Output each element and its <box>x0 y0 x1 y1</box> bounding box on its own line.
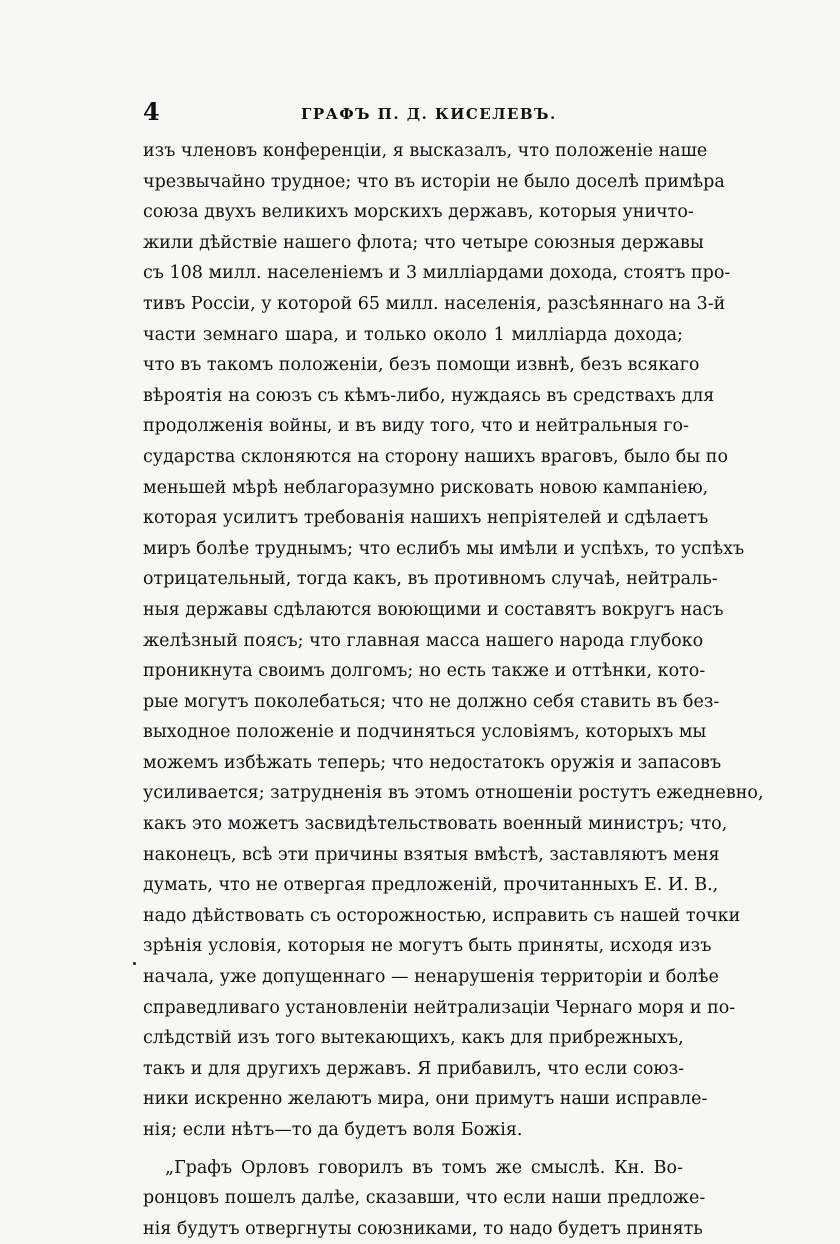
text-line: миръ болѣе труднымъ; что еслибъ мы имѣли и успѣхъ, то успѣхъ <box>143 538 745 559</box>
text-line: съ 108 милл. населеніемъ и 3 миллiардами дохода, стоятъ про- <box>143 263 731 284</box>
text-line: сударства склоняются на сторону нашихъ враговъ, было бы по <box>143 446 729 467</box>
text-line: ронцовъ пошелъ далѣе, сказавши, что если наши предложе- <box>143 1188 706 1209</box>
text-line: „Графъ Орловъ говорилъ въ томъ же смыслѣ. Кн. Во- <box>165 1157 683 1178</box>
text-line: такъ и для другихъ державъ. Я прибавилъ, что если союз- <box>143 1058 685 1079</box>
text-line: начала, уже допущеннаго — ненарушенія территоріи и болѣе <box>143 967 719 988</box>
paragraph <box>143 1153 706 1244</box>
text-line: какъ это можетъ засвидѣтельствовать военный министръ; что, <box>143 814 728 835</box>
paragraph-gap <box>143 1146 683 1153</box>
paragraph <box>143 136 764 1146</box>
text-line: ники искренно желаютъ мира, они примутъ наши исправле- <box>143 1089 708 1110</box>
text-line: изъ членовъ конференціи, я высказалъ, что положеніе наше <box>143 141 708 161</box>
text-line: рые могутъ поколебаться; что не должно себя ставить въ без- <box>143 691 720 712</box>
text-line: слѣдствій изъ того вытекающихъ, какъ для прибрежныхъ, <box>143 1028 684 1049</box>
text-line: которая усилитъ требованія нашихъ непріятелей и сдѣлаетъ <box>143 508 709 529</box>
page-header <box>143 97 683 130</box>
page-body <box>143 136 764 1244</box>
text-line: выходное положеніе и подчиняться условіямъ, которыхъ мы <box>143 722 707 743</box>
text-line: вѣроятія на союзъ съ кѣмъ-либо, нуждаясь въ средствахъ для <box>143 385 715 406</box>
text-line: наконецъ, всѣ эти причины взятыя вмѣстѣ, заставляютъ меня <box>143 844 720 865</box>
text-line: тивъ Россіи, у которой 65 милл. населенія, разсѣяннаго на 3-й <box>143 293 726 314</box>
text-line: желѣзный поясъ; что главная масса нашего народа глубоко <box>143 630 704 651</box>
text-line: можемъ избѣжать теперь; что недостатокъ оружія и запасовъ <box>143 752 722 773</box>
text-line: меньшей мѣрѣ неблагоразумно рисковать новою кампаніею, <box>143 477 709 498</box>
text-line: справедливаго установленіи нейтрализаціи Чернаго моря и по- <box>143 997 736 1018</box>
ink-speck <box>133 962 136 965</box>
text-line: нія будутъ отвергнуты союзниками, то надо будетъ принять <box>143 1218 703 1239</box>
text-line: ныя державы сдѣлаются воюющими и составятъ вокругъ насъ <box>143 599 724 620</box>
text-line: проникнута своимъ долгомъ; но есть также и оттѣнки, кото- <box>143 661 706 682</box>
text-line: усиливается; затрудненія въ этомъ отношеніи ростутъ ежедневно, <box>143 783 764 804</box>
text-line: отрицательный, тогда какъ, въ противномъ случаѣ, нейтраль- <box>143 569 718 590</box>
running-title: ГРАФЪ П. Д. КИСЕЛЕВЪ. <box>301 105 557 123</box>
text-line: продолженія войны, и въ виду того, что и нейтральныя го- <box>143 416 689 437</box>
text-line: союза двухъ великихъ морскихъ державъ, которыя уничто- <box>143 202 694 223</box>
text-line: нія; если нѣтъ—то да будетъ воля Божія. <box>143 1120 523 1140</box>
text-line: надо дѣйствовать съ осторожностью, исправить съ нашей точки <box>143 905 741 926</box>
text-line: что въ такомъ положеніи, безъ помощи извнѣ, безъ всякаго <box>143 355 700 376</box>
text-line: жили дѣйствіе нашего флота; что четыре союзныя державы <box>143 232 704 253</box>
text-line: части земнаго шара, и только около 1 миллiарда дохода; <box>143 324 683 345</box>
page-number: 4 <box>143 97 160 126</box>
text-line: думать, что не отвергая предложеній, прочитанныхъ Е. И. В., <box>143 875 719 896</box>
text-line: зрѣнія условія, которыя не могутъ быть приняты, исходя изъ <box>143 936 712 957</box>
text-line: чрезвычайно трудное; что въ исторіи не было доселѣ примѣра <box>143 171 725 192</box>
